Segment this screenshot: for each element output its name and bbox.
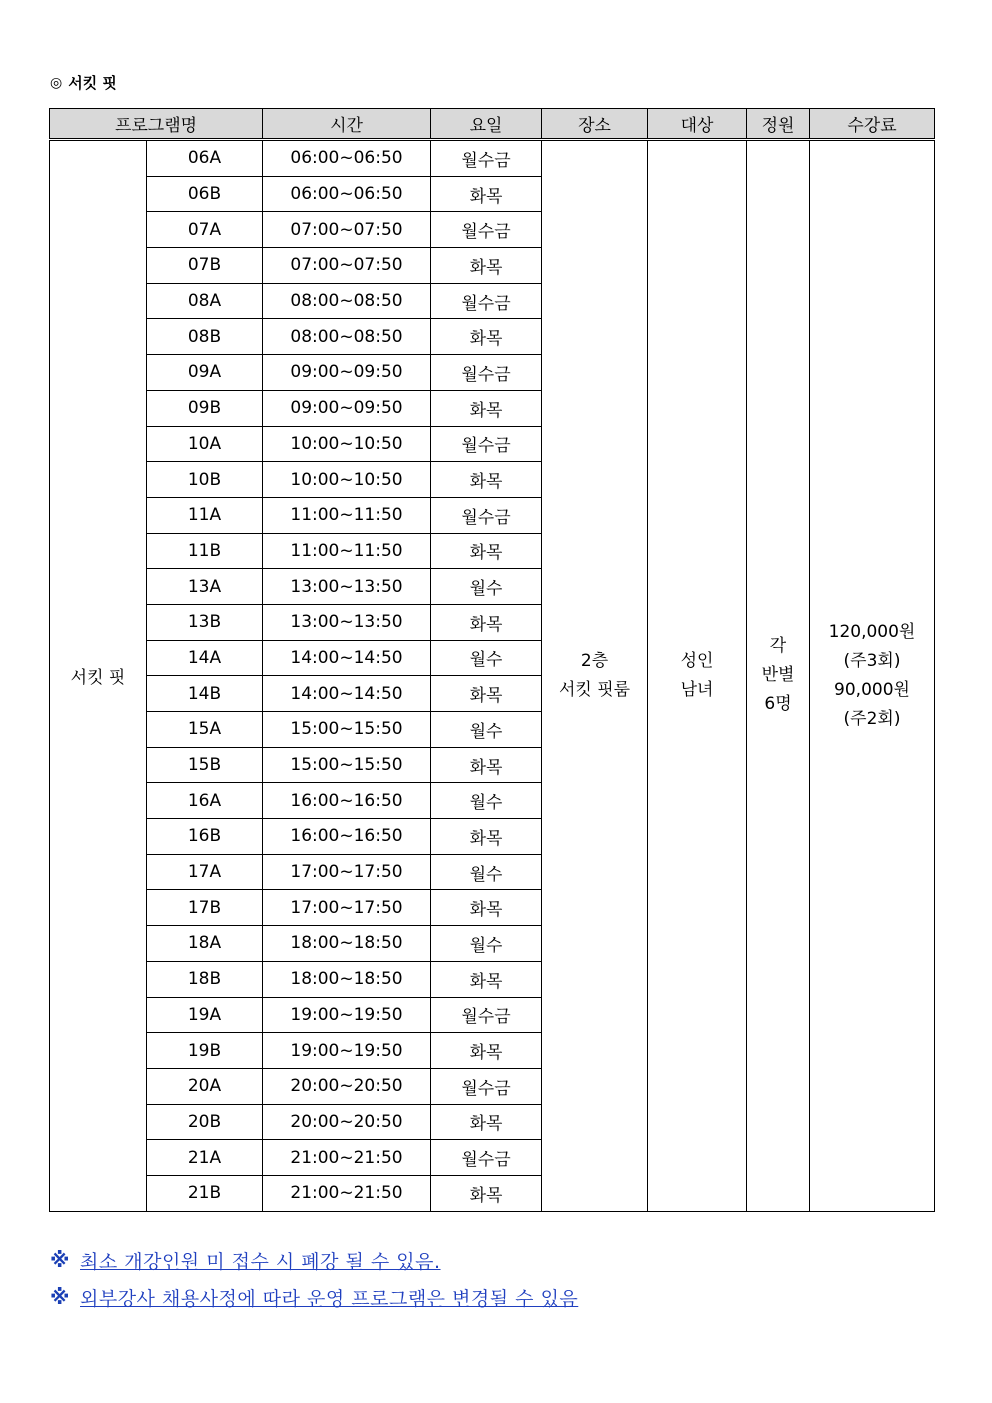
time-cell: 13:00~13:50 bbox=[263, 604, 431, 640]
time-cell: 15:00~15:50 bbox=[263, 712, 431, 748]
location-cell bbox=[542, 140, 648, 1212]
capacity-cell-line: 반별 bbox=[761, 665, 795, 686]
class-code-cell: 10A bbox=[147, 426, 263, 462]
capacity-cell bbox=[747, 140, 810, 1212]
note-text: 외부강사 채용사정에 따라 운영 프로그램은 변경될 수 있음 bbox=[80, 1287, 579, 1310]
time-cell: 06:00~06:50 bbox=[263, 176, 431, 212]
class-code-cell: 11B bbox=[147, 533, 263, 569]
program-name-cell: 서킷 핏 bbox=[50, 140, 147, 1212]
time-cell: 07:00~07:50 bbox=[263, 248, 431, 284]
time-cell: 11:00~11:50 bbox=[263, 497, 431, 533]
days-cell: 화목 bbox=[431, 462, 542, 498]
header-program-name: 프로그램명 bbox=[50, 109, 263, 140]
time-cell: 14:00~14:50 bbox=[263, 676, 431, 712]
time-cell: 08:00~08:50 bbox=[263, 319, 431, 355]
days-cell: 월수금 bbox=[431, 497, 542, 533]
days-cell: 월수 bbox=[431, 926, 542, 962]
target-cell-line: 성인 bbox=[680, 650, 714, 671]
fee-cell-line: 90,000원 bbox=[834, 679, 910, 700]
days-cell: 월수금 bbox=[431, 1140, 542, 1176]
section-title: 서킷 핏 bbox=[68, 74, 117, 92]
days-cell: 월수금 bbox=[431, 140, 542, 177]
time-cell: 20:00~20:50 bbox=[263, 1104, 431, 1140]
days-cell: 월수 bbox=[431, 569, 542, 605]
target-cell bbox=[648, 140, 747, 1212]
time-cell: 09:00~09:50 bbox=[263, 390, 431, 426]
schedule-table bbox=[49, 108, 935, 1212]
days-cell: 화목 bbox=[431, 248, 542, 284]
header-fee: 수강료 bbox=[810, 109, 935, 140]
time-cell: 16:00~16:50 bbox=[263, 819, 431, 855]
class-code-cell: 19B bbox=[147, 1033, 263, 1069]
time-cell: 19:00~19:50 bbox=[263, 1033, 431, 1069]
days-cell: 화목 bbox=[431, 890, 542, 926]
class-code-cell: 21B bbox=[147, 1175, 263, 1211]
class-code-cell: 18B bbox=[147, 961, 263, 997]
time-cell: 14:00~14:50 bbox=[263, 640, 431, 676]
class-code-cell: 18A bbox=[147, 926, 263, 962]
class-code-cell: 21A bbox=[147, 1140, 263, 1176]
days-cell: 화목 bbox=[431, 604, 542, 640]
capacity-cell-line: 6명 bbox=[764, 694, 792, 715]
note-item bbox=[50, 1248, 578, 1272]
table-row bbox=[50, 140, 935, 177]
days-cell: 화목 bbox=[431, 961, 542, 997]
time-cell: 16:00~16:50 bbox=[263, 783, 431, 819]
class-code-cell: 08A bbox=[147, 283, 263, 319]
time-cell: 08:00~08:50 bbox=[263, 283, 431, 319]
time-cell: 18:00~18:50 bbox=[263, 961, 431, 997]
time-cell: 10:00~10:50 bbox=[263, 426, 431, 462]
class-code-cell: 20A bbox=[147, 1068, 263, 1104]
days-cell: 월수금 bbox=[431, 355, 542, 391]
class-code-cell: 16B bbox=[147, 819, 263, 855]
target-cell-line: 남녀 bbox=[680, 679, 714, 700]
class-code-cell: 09B bbox=[147, 390, 263, 426]
header-location: 장소 bbox=[542, 109, 648, 140]
days-cell: 월수금 bbox=[431, 1068, 542, 1104]
class-code-cell: 17B bbox=[147, 890, 263, 926]
class-code-cell: 06B bbox=[147, 176, 263, 212]
days-cell: 화목 bbox=[431, 1175, 542, 1211]
days-cell: 화목 bbox=[431, 747, 542, 783]
time-cell: 17:00~17:50 bbox=[263, 854, 431, 890]
class-code-cell: 08B bbox=[147, 319, 263, 355]
time-cell: 11:00~11:50 bbox=[263, 533, 431, 569]
days-cell: 월수금 bbox=[431, 997, 542, 1033]
class-code-cell: 09A bbox=[147, 355, 263, 391]
days-cell: 월수 bbox=[431, 712, 542, 748]
time-cell: 21:00~21:50 bbox=[263, 1140, 431, 1176]
days-cell: 월수 bbox=[431, 640, 542, 676]
days-cell: 월수금 bbox=[431, 212, 542, 248]
days-cell: 월수금 bbox=[431, 426, 542, 462]
location-cell-line: 서킷 핏룸 bbox=[558, 679, 631, 700]
time-cell: 09:00~09:50 bbox=[263, 355, 431, 391]
days-cell: 화목 bbox=[431, 390, 542, 426]
days-cell: 월수 bbox=[431, 783, 542, 819]
reference-mark-icon: ※ bbox=[50, 1248, 70, 1272]
class-code-cell: 16A bbox=[147, 783, 263, 819]
time-cell: 15:00~15:50 bbox=[263, 747, 431, 783]
time-cell: 21:00~21:50 bbox=[263, 1175, 431, 1211]
class-code-cell: 11A bbox=[147, 497, 263, 533]
fee-cell bbox=[810, 140, 935, 1212]
fee-cell-line: (주3회) bbox=[843, 650, 901, 671]
days-cell: 화목 bbox=[431, 676, 542, 712]
class-code-cell: 13B bbox=[147, 604, 263, 640]
days-cell: 화목 bbox=[431, 1033, 542, 1069]
class-code-cell: 14A bbox=[147, 640, 263, 676]
table-header-row bbox=[50, 109, 935, 140]
class-code-cell: 14B bbox=[147, 676, 263, 712]
class-code-cell: 07A bbox=[147, 212, 263, 248]
days-cell: 월수 bbox=[431, 854, 542, 890]
header-capacity: 정원 bbox=[747, 109, 810, 140]
class-code-cell: 10B bbox=[147, 462, 263, 498]
time-cell: 07:00~07:50 bbox=[263, 212, 431, 248]
section-heading bbox=[50, 72, 117, 93]
class-code-cell: 07B bbox=[147, 248, 263, 284]
time-cell: 06:00~06:50 bbox=[263, 140, 431, 177]
fee-cell-line: 120,000원 bbox=[828, 621, 916, 642]
note-text: 최소 개강인원 미 접수 시 폐강 될 수 있음. bbox=[80, 1250, 441, 1273]
class-code-cell: 15A bbox=[147, 712, 263, 748]
class-code-cell: 19A bbox=[147, 997, 263, 1033]
time-cell: 17:00~17:50 bbox=[263, 890, 431, 926]
time-cell: 20:00~20:50 bbox=[263, 1068, 431, 1104]
class-code-cell: 06A bbox=[147, 140, 263, 177]
time-cell: 10:00~10:50 bbox=[263, 462, 431, 498]
notes bbox=[50, 1248, 578, 1322]
days-cell: 화목 bbox=[431, 533, 542, 569]
days-cell: 화목 bbox=[431, 176, 542, 212]
reference-mark-icon: ※ bbox=[50, 1285, 70, 1309]
header-days: 요일 bbox=[431, 109, 542, 140]
days-cell: 화목 bbox=[431, 319, 542, 355]
bullseye-icon: ◎ bbox=[50, 74, 63, 91]
capacity-cell-line: 각 bbox=[769, 636, 787, 657]
location-cell-line: 2층 bbox=[580, 650, 609, 671]
days-cell: 화목 bbox=[431, 819, 542, 855]
header-time: 시간 bbox=[263, 109, 431, 140]
time-cell: 18:00~18:50 bbox=[263, 926, 431, 962]
time-cell: 13:00~13:50 bbox=[263, 569, 431, 605]
class-code-cell: 15B bbox=[147, 747, 263, 783]
days-cell: 월수금 bbox=[431, 283, 542, 319]
class-code-cell: 17A bbox=[147, 854, 263, 890]
fee-cell-line: (주2회) bbox=[843, 708, 901, 729]
time-cell: 19:00~19:50 bbox=[263, 997, 431, 1033]
class-code-cell: 20B bbox=[147, 1104, 263, 1140]
days-cell: 화목 bbox=[431, 1104, 542, 1140]
header-target: 대상 bbox=[648, 109, 747, 140]
class-code-cell: 13A bbox=[147, 569, 263, 605]
note-item bbox=[50, 1285, 578, 1309]
